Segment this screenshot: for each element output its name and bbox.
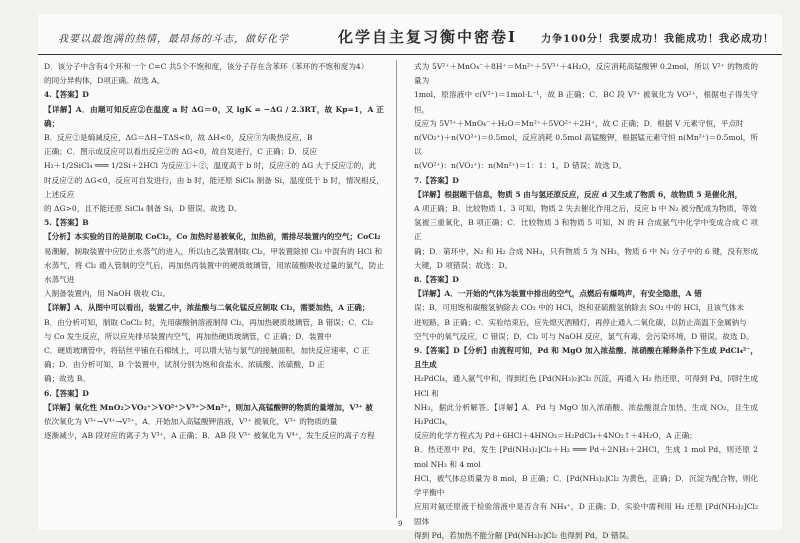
left-line: 确；故选 B。: [44, 374, 90, 384]
right-line: A 项正确；B．比较物质 1、3 可知，物质 2 失去催化作用之后，反应 b 中 N₂ 被分配成为物质，等效: [414, 204, 757, 214]
left-line: 正确；C．图示或反应可以看出反应②的 ΔG<0，故自发进行，C 正确；D．反应: [44, 147, 318, 157]
header-motto-right: 力争100分！我要成功！我能成功！我必成功！: [541, 34, 774, 45]
right-line: 氢被三重氧化，B 项正确；C．比较物质 3 和物质 5 可知，N 的 H 合成氨气中化学中变成合成 C 项正: [414, 218, 758, 242]
left-line: 水蒸气，将 Cl₂ 通入管制的空气后，再加热丙装置中的硬质玻璃管，用浓硫酸吸收过量的氯气，防止水蒸气进: [44, 260, 384, 285]
right-line: 9.【答案】D【分析】由流程可知，Pd 和 MgO 加入浓盐酸、浓硝酸在稀释条件下生成 PdCl₄²⁻，且生成: [414, 346, 758, 370]
right-line: H₂PdCl₄，通入氨气中和，得到红色 [Pd(NH₃)₂]Cl₂ 沉淀，再通入 H₂ 热还原，可得到 Pd，同时生成 HCl 和: [414, 374, 758, 398]
left-line: 【详解】A．从图中可以看出，装置乙中，浓盐酸与二氧化锰反应制取 Cl₂，需要加热，A 正确；: [44, 303, 370, 313]
right-line: 1mol，原溶液中 c(V²⁺)＝1mol·L⁻¹，故 B 正确；C．BC 段 V³⁺ 被氧化为 VO²⁺，根据电子得失守恒，: [414, 90, 758, 114]
page-number: 9: [398, 520, 403, 528]
left-line: 与 Co 发生反应，所以应先排尽装置内空气，再加热硬质玻璃管，C 正确；D．装置中: [44, 331, 332, 341]
right-line: n(VO²⁺)：n(VO₂⁺)：n(Mn²⁺)＝1：1：1，D 错误；故选 D。: [414, 161, 627, 171]
right-line: NH₃，据此分析解答。【详解】A．Pd 与 MgO 加入浓硝酸、浓盐酸混合加热，生成 NO₂，且生成 H₂PdCl₄，: [414, 402, 758, 427]
left-line: 时反应②的 ΔG<0，反应可自发进行，由 b 时，能还原 SiCl₄ 制备 Si，温度低于 b 时，情况相反，上述反应: [44, 175, 384, 199]
left-line: 【详解】氧化性 MnO₂＞VO₂⁺＞VO²⁺＞V³⁺＞Mn²⁺，则加入高锰酸钾的物质的量增加，V³⁺ 被: [44, 402, 373, 412]
right-line: 【详解】A．一开始的气体为装置中排出的空气，点燃后有爆鸣声，有安全隐患，A 错: [414, 289, 702, 299]
left-line: C．硬质玻璃管中，将钴丝平铺在石棉绒上，可以增大钴与氯气的接触面积，加快反应速率，C 正: [44, 346, 370, 356]
left-line: D．该分子中含有4个环和一个 C=C 共5个不饱和度，该分子存在含苯环（苯环的不饱和度为4）: [44, 62, 369, 71]
left-line: 【详解】A．由题可知反应②在温度 a 时 ΔG＝0，又 lgK = −ΔG / 2.3RT，故 Kp=1，A 正确；: [44, 104, 384, 128]
right-line: 【详解】根据题干信息，物质 5 由与氢还原反应，反应 d 又生成了物质 6，故物质 5 是催化剂，: [414, 189, 743, 199]
left-line: 【分析】本实验的目的是制取 CoCl₂，Co 加热时易被氧化，加热前，需排尽装置内的空气；CoCl₂: [44, 232, 381, 242]
right-line: 空气中的氧气反应，C 错误；D．Cl₂ 可与 NaOH 反应，氯气有毒，会污染环境，D 错误。故选 D。: [414, 331, 754, 341]
right-column: [414, 60, 758, 543]
right-line: n(VO₂⁺)＋n(VO²⁺)＝0.5mol，反应消耗 0.5mol 高锰酸钾，根据锰元素守恒 n(Mn²⁺)＝0.5mol，所以: [414, 133, 758, 157]
page-title: 化学自主复习衡中密卷Ⅰ: [338, 28, 518, 46]
column-divider: [396, 60, 397, 518]
left-line: 入制备装置内，用 NaOH 吸收 Cl₂。: [44, 289, 171, 299]
left-line: 易潮解，制取装置中应防止水蒸气的进入，所以由乙装置制取 Cl₂，甲装置除掉 Cl₂ 中混有的 HCl 和: [44, 246, 383, 256]
page-header: [38, 14, 782, 55]
left-line: 的同分异构体，D项正确。故选 A。: [44, 76, 165, 86]
right-line: 得到 Pd，若加热不能分解 [Pd(NH₃)₂]Cl₂ 也得到 Pd，D 错误。: [414, 530, 634, 540]
right-line: HCl，被气体总质量为 8 mol，B 正确；C．[Pd(NH₃)₂]Cl₂ 为黄色，正确；D．沉淀为配合物，则化学平衡中: [414, 473, 758, 498]
exam-page: [38, 14, 782, 540]
left-line: H₂＋1/2SiCl₄ ═══ 1/2Si＋2HCl 为反应①＋②，温度高于 b 时，反应④的 ΔG 大于反应②的，此: [44, 161, 377, 171]
right-line: 式为 5V²⁺＋MnO₄⁻＋8H⁺＝Mn²⁺＋5V³⁺＋4H₂O，反应消耗高锰酸钾 0.2mol，所以 V²⁺ 的物质的量为: [414, 62, 758, 86]
right-line: B．热还原中 Pd，发生 [Pd(NH₃)₂]Cl₂＋H₂ ═══ Pd＋2NH₃＋2HCl，生成 1 mol Pd，则还原 2 mol NH₃ 和 4 mol: [414, 445, 758, 469]
left-line: 逐渐减少，AB 段对应的离子为 V³⁺，A 正确；B．AB 段 V³⁺ 被氧化为 V⁴⁺，发生反应的离子方程: [44, 431, 375, 441]
right-line: 8.【答案】D: [414, 275, 459, 285]
header-motto-left: 我要以最饱满的热情，最昂扬的斗志，做好化学: [58, 34, 289, 45]
left-line: B．反应②是熵减反应，ΔG＝ΔH−TΔS<0，故 ΔH<0，反应③为吸热反应，B: [44, 133, 313, 143]
right-line: 反应的化学方程式为 Pd＋6HCl＋4HNO₃＝H₂PdCl₄＋4NO₂↑＋4H₂O，A 正确；: [414, 431, 697, 441]
right-line: 确；D．第环中，N₂ 和 H₂ 合成 NH₃，只有物质 5 为 NH₃，物质 6 中 N₂ 分子中的 6 键，没有形成大键，D 项错误；故选：D。: [414, 246, 758, 270]
right-line: 7.【答案】D: [414, 175, 459, 185]
left-line: 5.【答案】B: [44, 218, 89, 228]
left-line: 的 ΔG>0，且不能还原 SiCl₄ 制备 Si，D 错误。故选 D。: [44, 204, 242, 214]
left-column: [44, 60, 384, 443]
left-line: B．由分析可知，制取 CoCl₂ 时，先用碳酸钠溶液制得 Cl₂，再加热硬质玻璃管，B 错误；C．Cl₂: [44, 317, 374, 327]
right-line: 应用对氨还原液于检验溶液中是否含有 NH₄⁺，D 正确；D．实验中需利用 H₂ 还原 [Pd(NH₃)₂]Cl₂ 固体: [414, 502, 758, 526]
left-line: 确；D．由分析可知，B 个装置中，试剂分别为饱和食盐水、浓硫酸、浓硫酸，D 正: [44, 360, 325, 370]
right-line: 进短路，B 正确；C．实验结束后，应先熄灭酒精灯，再停止通入二氧化碳，以防止高温下金属钠与: [414, 317, 747, 327]
left-line: 依次氧化为 V³⁺→V⁴⁺→V⁵⁺，A．开始加入高锰酸钾溶液，V³⁺ 被氧化，V³⁺ 的物质的量: [44, 417, 338, 427]
left-line: 6.【答案】D: [44, 388, 89, 398]
right-line: 反应为 5V³⁺＋MnO₄⁻＋H₂O＝Mn²⁺＋5VO²⁺＋2H⁺，故 C 正确；D．根据 V 元素守恒，平点时: [414, 118, 744, 128]
right-line: 误；B．可用饱和碳酸氢钠除去 CO₂ 中的 HCl，饱和亚硫酸氢钠除去 SO₂ 中的 HCl，且该气体未: [414, 303, 744, 313]
left-line: 4.【答案】D: [44, 90, 89, 100]
